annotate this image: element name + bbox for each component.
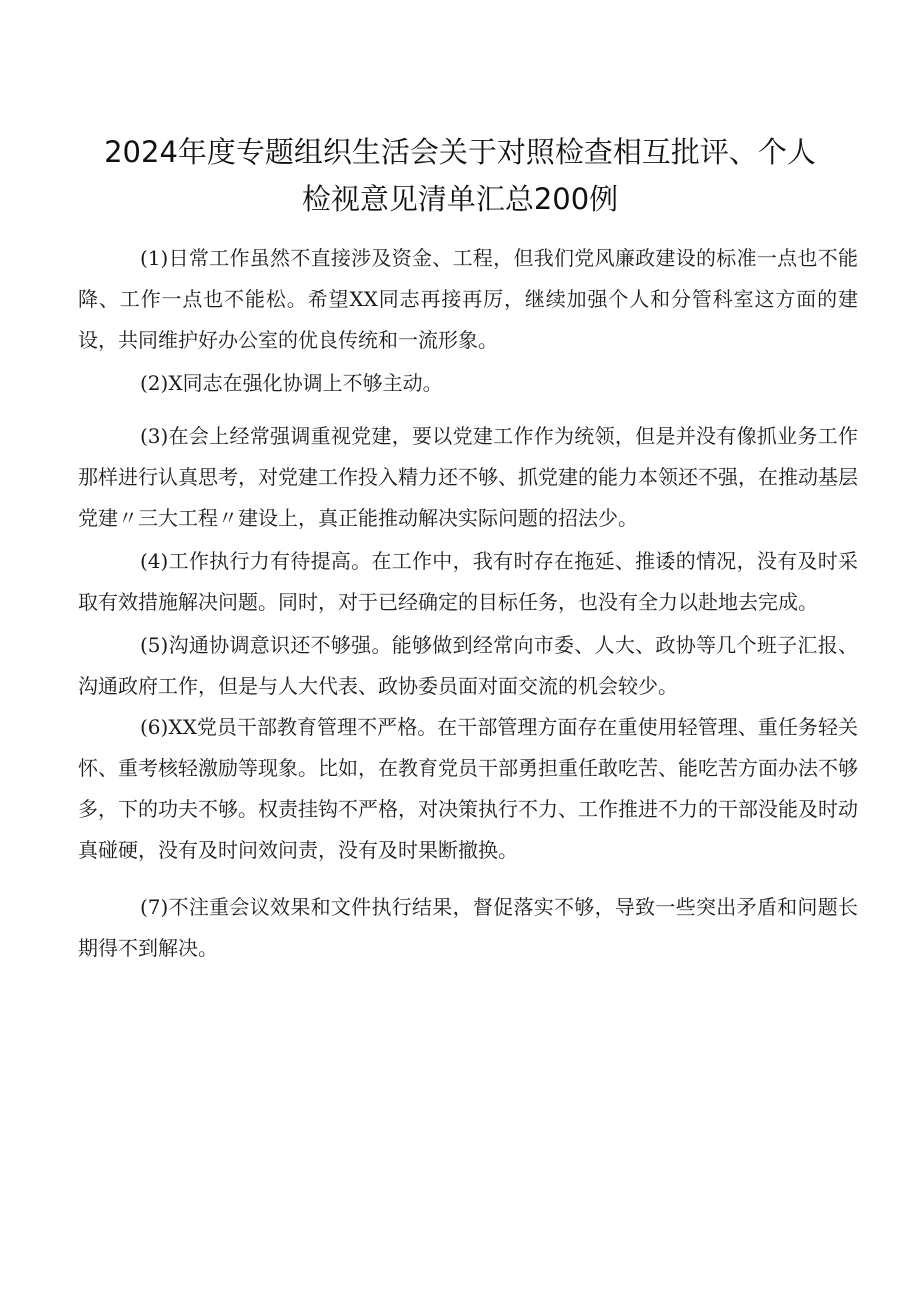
paragraph-4: (4)工作执行力有待提高。在工作中，我有时存在拖延、推诿的情况，没有及时采取有效措施解决问题。同时，对于已经确定的目标任务，也没有全力以赴地去完成。: [78, 549, 858, 614]
document-body: [78, 238, 858, 969]
paragraph-3: (3)在会上经常强调重视党建，要以党建工作作为统领，但是并没有像抓业务工作那样进行认真思考，对党建工作投入精力还不够、抓党建的能力本领还不强，在推动基层党建〃三大工程〃建设上，真正能推动解决实际问题的招法少。: [78, 424, 858, 530]
paragraph-2: (2)X同志在强化协调上不够主动。: [140, 371, 443, 395]
document-title: 2024年度专题组织生活会关于对照检查相互批评、个人检视意见清单汇总200例: [104, 135, 816, 217]
paragraph-6: (6)XX党员干部教育管理不严格。在干部管理方面存在重使用轻管理、重任务轻关怀、重考核轻激励等现象。比如，在教育党员干部勇担重任敢吃苦、能吃苦方面办法不够多，下的功夫不够。权责挂钩不严格，对决策执行不力、工作推进不力的干部没能及时动真碰硬，没有及时问效问责，没有及时果断撤换。: [78, 715, 858, 862]
paragraph-1: (1)日常工作虽然不直接涉及资金、工程，但我们党风廉政建设的标准一点也不能降、工作一点也不能松。希望XX同志再接再厉，继续加强个人和分管科室这方面的建设，共同维护好办公室的优良传统和一流形象。: [78, 246, 858, 352]
paragraph-5: (5)沟通协调意识还不够强。能够做到经常向市委、人大、政协等几个班子汇报、沟通政府工作，但是与人大代表、政协委员面对面交流的机会较少。: [78, 633, 858, 698]
paragraph-7: (7)不注重会议效果和文件执行结果，督促落实不够，导致一些突出矛盾和问题长期得不到解决。: [78, 895, 858, 960]
